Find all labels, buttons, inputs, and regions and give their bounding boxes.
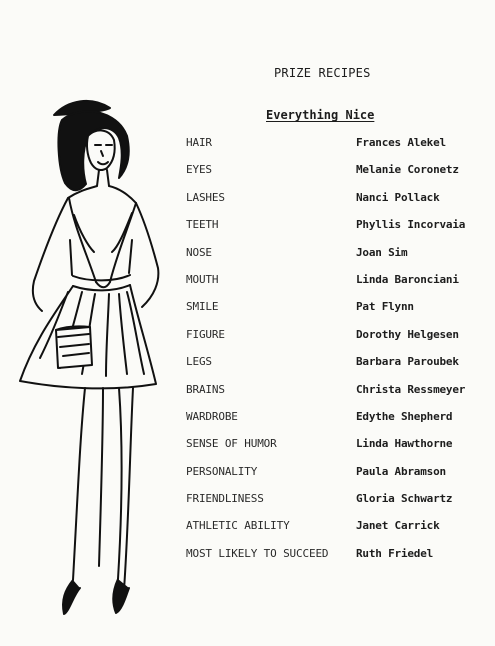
award-winner: Joan Sim bbox=[356, 245, 408, 259]
award-winner: Phyllis Incorvaia bbox=[356, 218, 466, 232]
award-row bbox=[186, 383, 486, 410]
award-winner: Ruth Friedel bbox=[356, 546, 434, 560]
award-row bbox=[186, 218, 486, 245]
award-row bbox=[186, 355, 486, 382]
award-winner: Edythe Shepherd bbox=[356, 409, 453, 423]
award-winner: Dorothy Helgesen bbox=[356, 327, 459, 341]
award-category: SMILE bbox=[186, 300, 219, 314]
award-category: HAIR bbox=[186, 136, 212, 149]
award-row bbox=[186, 437, 486, 464]
award-winner: Gloria Schwartz bbox=[356, 492, 453, 506]
award-row bbox=[186, 328, 486, 355]
award-category: LASHES bbox=[186, 190, 225, 204]
award-winner: Janet Carrick bbox=[356, 519, 440, 533]
award-winner: Paula Abramson bbox=[356, 464, 446, 478]
award-row bbox=[186, 410, 486, 437]
award-category: MOST LIKELY TO SUCCEED bbox=[186, 546, 329, 560]
award-category: WARDROBE bbox=[186, 409, 238, 423]
award-category: FIGURE bbox=[186, 327, 225, 341]
page-title: PRIZE RECIPES bbox=[274, 66, 371, 80]
award-winner: Linda Baronciani bbox=[356, 272, 459, 286]
award-winner: Melanie Coronetz bbox=[356, 163, 459, 177]
award-category: SENSE OF HUMOR bbox=[186, 437, 277, 451]
award-row bbox=[186, 547, 486, 574]
award-row bbox=[186, 492, 486, 519]
award-winner: Barbara Paroubek bbox=[356, 355, 459, 369]
awards-list bbox=[186, 136, 486, 574]
award-category: FRIENDLINESS bbox=[186, 492, 264, 506]
award-category: NOSE bbox=[186, 245, 212, 259]
award-winner: Pat Flynn bbox=[356, 300, 414, 314]
award-row bbox=[186, 519, 486, 546]
award-category: BRAINS bbox=[186, 382, 225, 396]
award-row bbox=[186, 246, 486, 273]
award-category: MOUTH bbox=[186, 272, 219, 286]
award-row bbox=[186, 191, 486, 218]
award-winner: Christa Ressmeyer bbox=[356, 382, 466, 396]
award-row bbox=[186, 163, 486, 190]
award-category: LEGS bbox=[186, 355, 212, 369]
award-winner: Nanci Pollack bbox=[356, 190, 440, 204]
award-winner: Frances Alekel bbox=[356, 136, 446, 149]
award-category: TEETH bbox=[186, 218, 219, 232]
award-row bbox=[186, 465, 486, 492]
award-category: EYES bbox=[186, 163, 212, 177]
award-category: ATHLETIC ABILITY bbox=[186, 519, 290, 533]
page-subtitle: Everything Nice bbox=[266, 108, 375, 122]
award-row bbox=[186, 136, 486, 163]
award-winner: Linda Hawthorne bbox=[356, 437, 453, 451]
award-row bbox=[186, 300, 486, 327]
award-category: PERSONALITY bbox=[186, 464, 258, 478]
award-row bbox=[186, 273, 486, 300]
